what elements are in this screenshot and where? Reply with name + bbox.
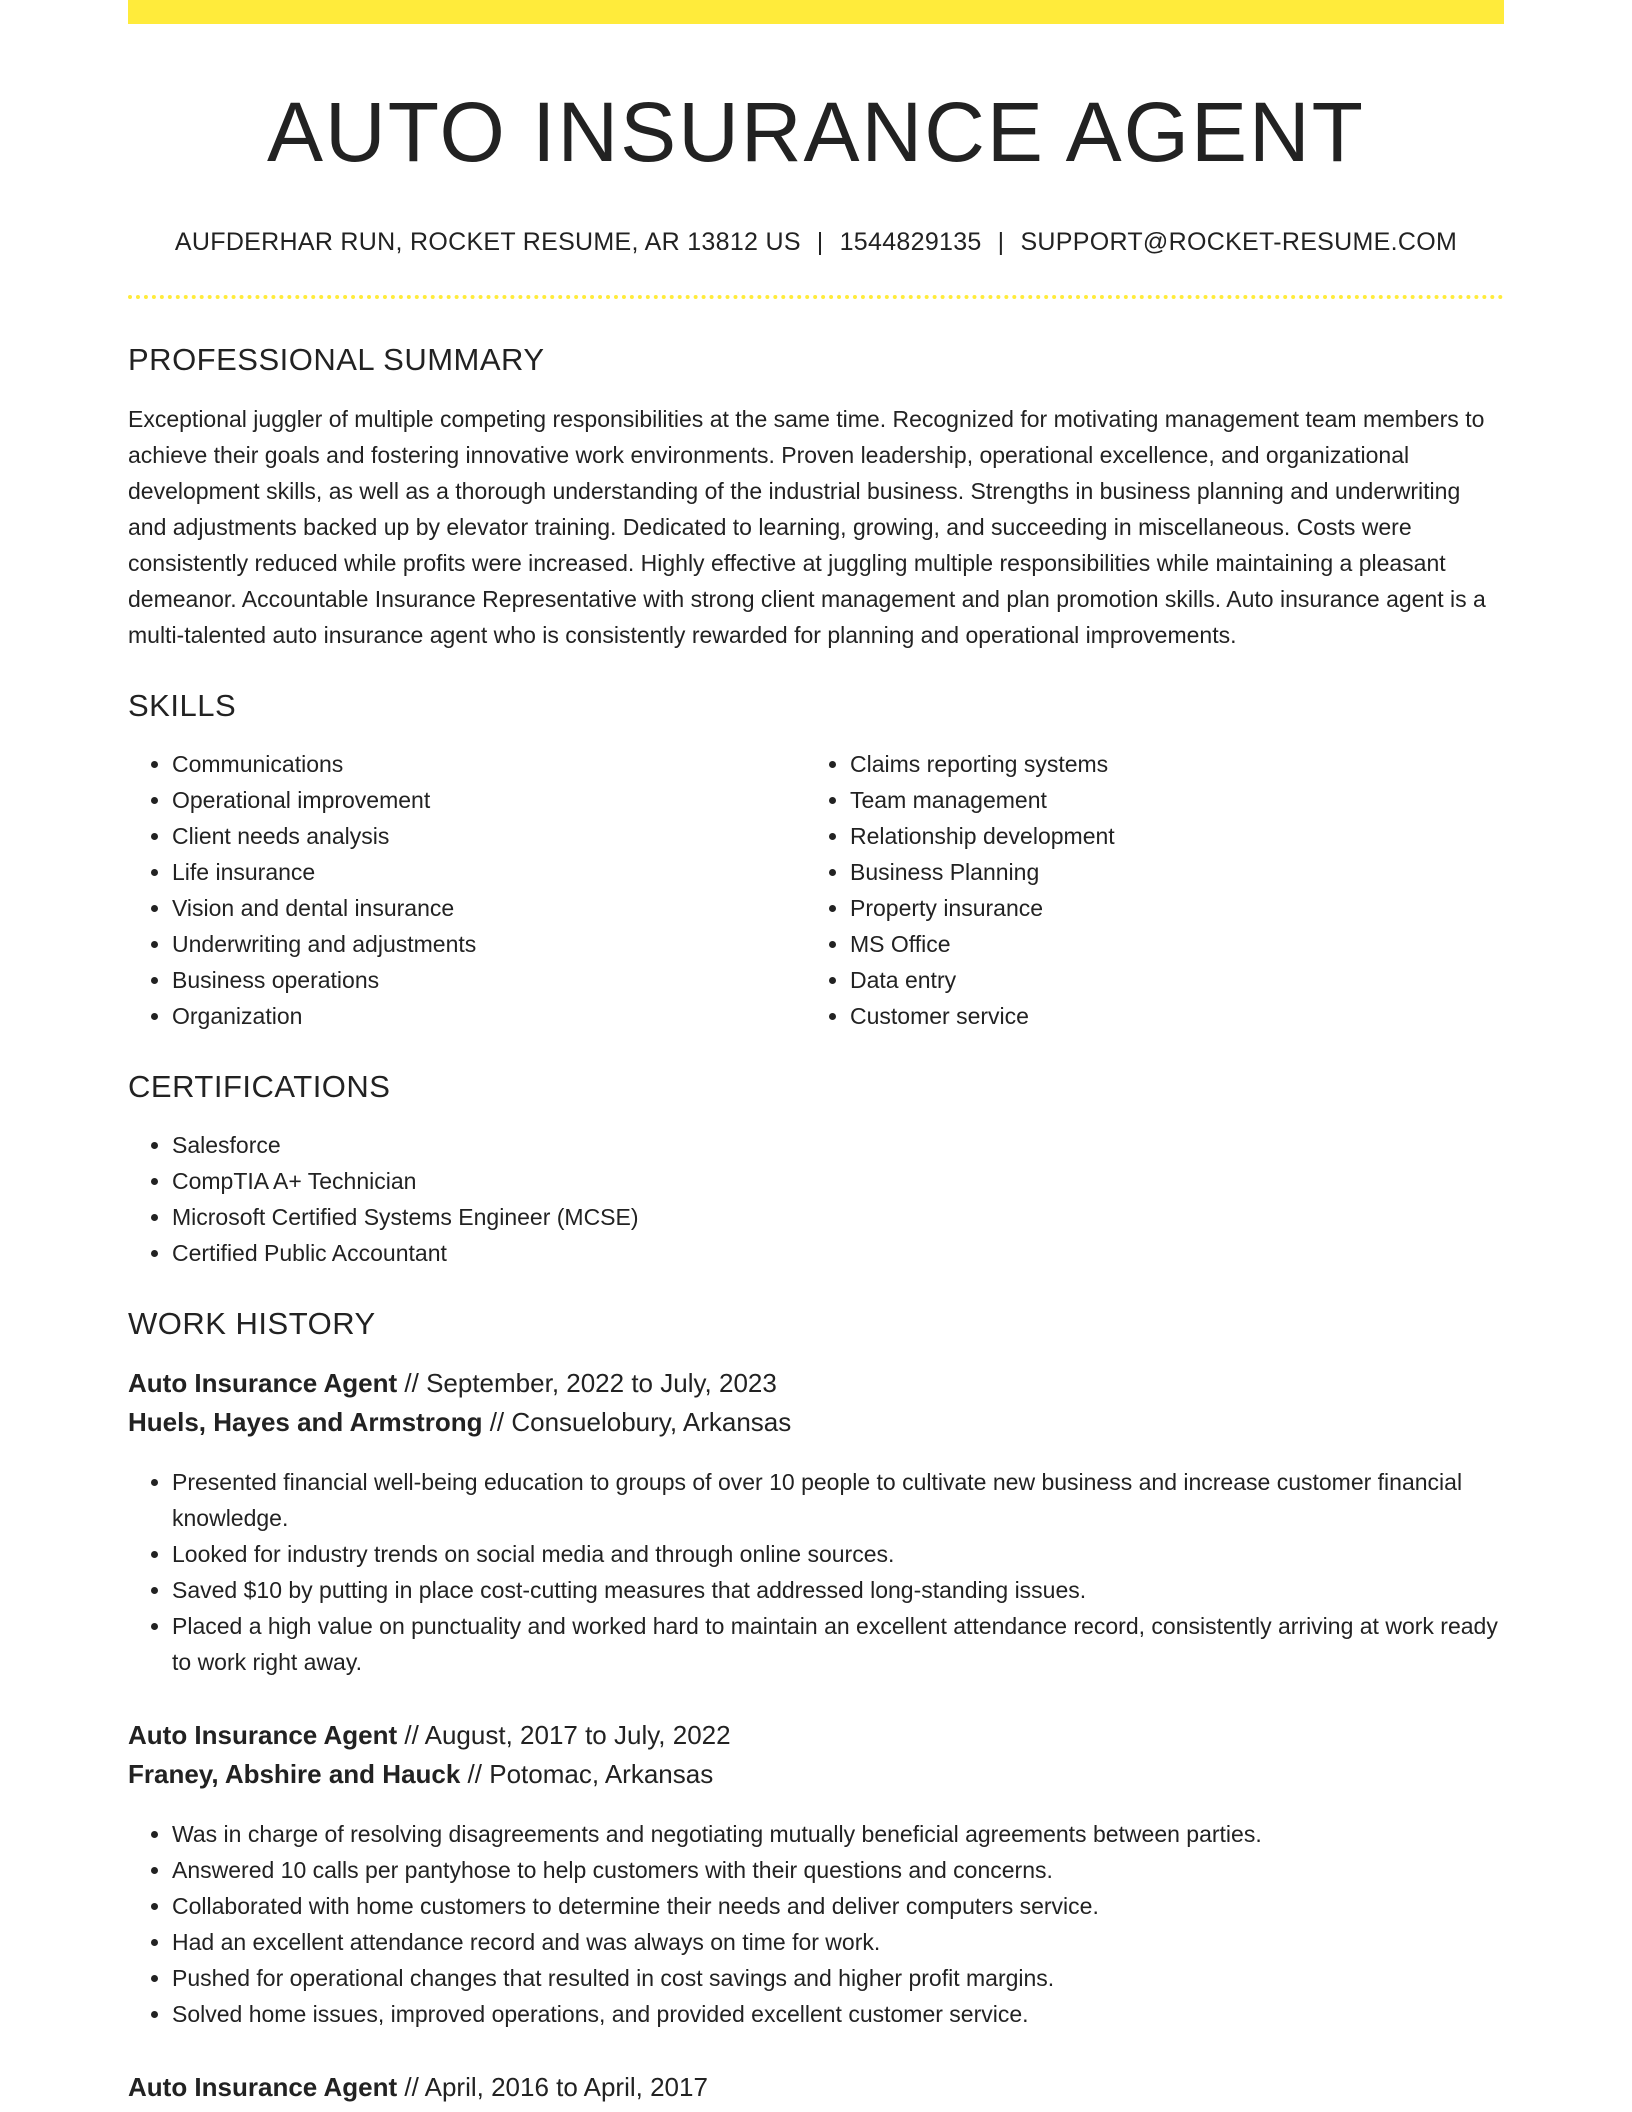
certification-item: • Microsoft Certified Systems Engineer (MCSE)	[172, 1199, 1504, 1235]
job-role: Auto Insurance Agent	[128, 1720, 398, 1751]
skills-heading: SKILLS	[128, 687, 237, 723]
certification-item: • Salesforce	[172, 1127, 1504, 1163]
skill-item: • Business Planning	[850, 854, 1484, 890]
job-duty-item: • Placed a high value on punctuality and worked hard to maintain an excellent attendance record, consistently arriving at work ready to work right away.	[172, 1608, 1504, 1680]
skill-item: • Relationship development	[850, 818, 1484, 854]
skills-column-left	[128, 746, 806, 1034]
job-duty-item: • Solved home issues, improved operations, and provided excellent customer service.	[172, 1996, 1504, 2032]
certifications-heading: CERTIFICATIONS	[128, 1068, 391, 1104]
job-duty-item: • Answered 10 calls per pantyhose to help customers with their questions and concerns.	[172, 1852, 1504, 1888]
skill-item: • Operational improvement	[172, 782, 806, 818]
job-duty-item: • Looked for industry trends on social media and through online sources.	[172, 1536, 1504, 1572]
job-role: Auto Insurance Agent	[128, 1368, 398, 1399]
job-duty-item: • Collaborated with home customers to determine their needs and deliver computers service.	[172, 1888, 1504, 1924]
skill-item: • Life insurance	[172, 854, 806, 890]
skill-item: • Claims reporting systems	[850, 746, 1484, 782]
job-duty-item: • Pushed for operational changes that resulted in cost savings and higher profit margins.	[172, 1960, 1504, 1996]
contact-email[interactable]: SUPPORT@ROCKET-RESUME.COM	[1020, 228, 1458, 257]
contact-separator: |	[816, 228, 824, 257]
job-entry	[128, 1716, 1504, 2032]
summary-text: Exceptional juggler of multiple competing responsibilities at the same time. Recognized for motivating management team members to achieve their goals and fostering innovative work environments. Proven leadership, operational excellence, and organizational development skills, as well as a thorough understanding of the industrial business. Strengths in business planning and underwriting and adjustments backed up by elevator training. Dedicated to learning, growing, and succeeding in miscellaneous. Costs were consistently reduced while profits were increased. Highly effective at juggling multiple responsibilities while maintaining a pleasant demeanor. Accountable Insurance Representative with strong client management and plan promotion skills. Auto insurance agent is a multi-talented auto insurance agent who is consistently rewarded for planning and operational improvements.	[128, 405, 1486, 648]
skill-item: • Business operations	[172, 962, 806, 998]
accent-bar	[128, 0, 1504, 24]
job-location: // Potomac, Arkansas	[460, 1759, 714, 1790]
job-dates: // August, 2017 to July, 2022	[397, 1720, 731, 1751]
contact-address: AUFDERHAR RUN, ROCKET RESUME, AR 13812 US	[174, 228, 801, 257]
job-company: Huels, Hayes and Armstrong	[128, 1407, 483, 1438]
skill-item: • Team management	[850, 782, 1484, 818]
skill-item: • Data entry	[850, 962, 1484, 998]
summary-heading: PROFESSIONAL SUMMARY	[128, 342, 545, 378]
job-duty-item: • Had an excellent attendance record and was always on time for work.	[172, 1924, 1504, 1960]
job-entry	[128, 1364, 1504, 1680]
job-duty-item: • Was in charge of resolving disagreements and negotiating mutually beneficial agreements between parties.	[172, 1816, 1504, 1852]
skill-item: • Vision and dental insurance	[172, 890, 806, 926]
work-history-heading: WORK HISTORY	[128, 1305, 376, 1341]
job-company: Franey, Abshire and Hauck	[128, 1759, 461, 1790]
job-duties	[128, 1464, 1504, 1680]
skills-column-right	[806, 746, 1484, 1034]
skill-item: • Property insurance	[850, 890, 1484, 926]
job-duty-item: • Saved $10 by putting in place cost-cutting measures that addressed long-standing issues.	[172, 1572, 1504, 1608]
contact-phone: 1544829135	[839, 228, 982, 257]
certification-item: • CompTIA A+ Technician	[172, 1163, 1504, 1199]
skill-item: • MS Office	[850, 926, 1484, 962]
resume-page	[128, 0, 1504, 2107]
job-duty-item: • Presented financial well-being education to groups of over 10 people to cultivate new business and increase customer financial knowledge.	[172, 1464, 1504, 1536]
resume-title: AUTO INSURANCE AGENT	[267, 85, 1365, 179]
dotted-divider	[128, 295, 1504, 299]
certification-item: • Certified Public Accountant	[172, 1235, 1504, 1271]
job-role: Auto Insurance Agent	[128, 2072, 398, 2103]
contact-line	[128, 228, 1504, 257]
skill-item: • Client needs analysis	[172, 818, 806, 854]
job-entry	[128, 2068, 1504, 2107]
contact-separator: |	[997, 228, 1005, 257]
certifications-list	[128, 1127, 1504, 1271]
job-dates: // September, 2022 to July, 2023	[397, 1368, 777, 1399]
job-header	[128, 2068, 1504, 2107]
skill-item: • Organization	[172, 998, 806, 1034]
skill-item: • Customer service	[850, 998, 1484, 1034]
skills-list	[128, 746, 1504, 1034]
job-header	[128, 1716, 1504, 1794]
job-duties	[128, 1816, 1504, 2032]
skill-item: • Communications	[172, 746, 806, 782]
job-dates: // April, 2016 to April, 2017	[397, 2072, 708, 2103]
skill-item: • Underwriting and adjustments	[172, 926, 806, 962]
job-header	[128, 1364, 1504, 1442]
job-location: // Consuelobury, Arkansas	[482, 1407, 792, 1438]
